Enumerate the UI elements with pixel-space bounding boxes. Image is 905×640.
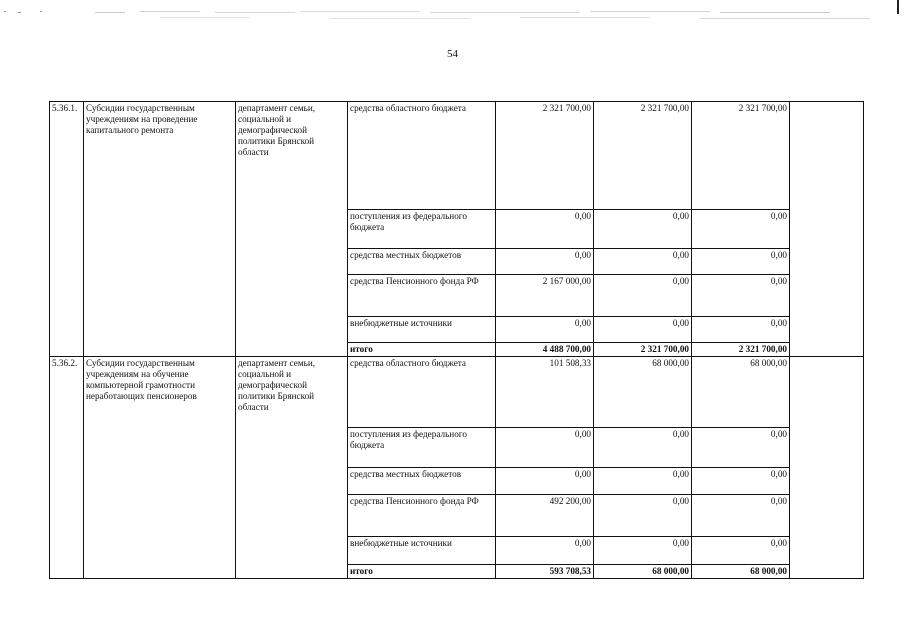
amount-cell: 101 508,33 bbox=[496, 357, 594, 428]
amount-cell: 2 321 700,00 bbox=[594, 102, 692, 210]
scan-noise-header bbox=[0, 9, 905, 23]
amount-cell: 0,00 bbox=[594, 537, 692, 565]
amount-cell: 0,00 bbox=[594, 249, 692, 275]
funding-source: средства местных бюджетов bbox=[348, 249, 496, 275]
funding-source: поступления из федерального бюджета bbox=[348, 210, 496, 249]
amount-cell: 0,00 bbox=[692, 537, 790, 565]
total-label: итого bbox=[348, 565, 496, 579]
amount-cell: 0,00 bbox=[594, 275, 692, 317]
budget-table bbox=[49, 101, 864, 579]
total-amount: 4 488 700,00 bbox=[496, 343, 594, 357]
page-number: 54 bbox=[447, 48, 458, 60]
total-amount: 2 321 700,00 bbox=[594, 343, 692, 357]
section-code: 5.36.2. bbox=[50, 357, 84, 579]
section-title: Субсидии государственным учреждениям на обучение компьютерной грамотности неработающих пенсионеров bbox=[84, 357, 236, 579]
section-title: Субсидии государственным учреждениям на проведение капитального ремонта bbox=[84, 102, 236, 357]
amount-cell: 68 000,00 bbox=[692, 357, 790, 428]
total-amount: 68 000,00 bbox=[692, 565, 790, 579]
amount-cell: 0,00 bbox=[496, 428, 594, 468]
amount-cell: 0,00 bbox=[594, 495, 692, 537]
empty-cell bbox=[790, 102, 864, 357]
funding-source: средства местных бюджетов bbox=[348, 468, 496, 495]
amount-cell: 0,00 bbox=[692, 275, 790, 317]
total-amount: 593 708,53 bbox=[496, 565, 594, 579]
amount-cell: 0,00 bbox=[692, 210, 790, 249]
funding-source: внебюджетные источники bbox=[348, 317, 496, 343]
amount-cell: 492 200,00 bbox=[496, 495, 594, 537]
amount-cell: 0,00 bbox=[692, 249, 790, 275]
amount-cell: 0,00 bbox=[594, 210, 692, 249]
amount-cell: 0,00 bbox=[496, 249, 594, 275]
table-row bbox=[50, 102, 864, 210]
amount-cell: 0,00 bbox=[496, 468, 594, 495]
funding-source: средства областного бюджета bbox=[348, 102, 496, 210]
amount-cell: 0,00 bbox=[692, 317, 790, 343]
empty-cell bbox=[790, 357, 864, 579]
funding-source: средства Пенсионного фонда РФ bbox=[348, 495, 496, 537]
section-executor: департамент семьи, социальной и демографической политики Брянской области bbox=[236, 102, 348, 357]
total-amount: 2 321 700,00 bbox=[692, 343, 790, 357]
amount-cell: 0,00 bbox=[692, 495, 790, 537]
amount-cell: 0,00 bbox=[594, 468, 692, 495]
funding-source: средства областного бюджета bbox=[348, 357, 496, 428]
funding-source: средства Пенсионного фонда РФ bbox=[348, 275, 496, 317]
funding-source: внебюджетные источники bbox=[348, 537, 496, 565]
table-row bbox=[50, 357, 864, 428]
scan-edge-mark bbox=[897, 0, 899, 14]
amount-cell: 68 000,00 bbox=[594, 357, 692, 428]
amount-cell: 2 167 000,00 bbox=[496, 275, 594, 317]
total-amount: 68 000,00 bbox=[594, 565, 692, 579]
amount-cell: 0,00 bbox=[496, 317, 594, 343]
total-label: итого bbox=[348, 343, 496, 357]
amount-cell: 0,00 bbox=[594, 317, 692, 343]
section-code: 5.36.1. bbox=[50, 102, 84, 357]
amount-cell: 0,00 bbox=[496, 537, 594, 565]
amount-cell: 2 321 700,00 bbox=[496, 102, 594, 210]
section-executor: департамент семьи, социальной и демографической политики Брянской области bbox=[236, 357, 348, 579]
funding-source: поступления из федерального бюджета bbox=[348, 428, 496, 468]
amount-cell: 0,00 bbox=[496, 210, 594, 249]
amount-cell: 0,00 bbox=[692, 428, 790, 468]
amount-cell: 0,00 bbox=[594, 428, 692, 468]
amount-cell: 0,00 bbox=[692, 468, 790, 495]
amount-cell: 2 321 700,00 bbox=[692, 102, 790, 210]
